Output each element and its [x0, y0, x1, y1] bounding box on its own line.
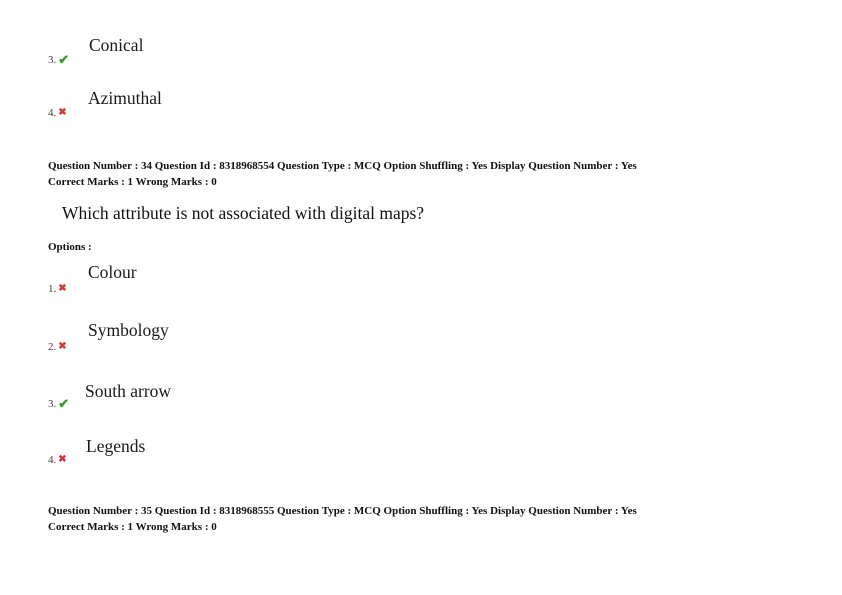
cross-icon: ✖: [58, 454, 67, 465]
option-number-row: [48, 397, 69, 410]
option-number: 3.: [48, 53, 57, 66]
option-text: Azimuthal: [88, 88, 162, 108]
option-text: Colour: [88, 262, 137, 282]
option-text: Conical: [89, 35, 144, 55]
option-text: Symbology: [88, 320, 169, 340]
cross-icon: ✖: [58, 107, 67, 118]
option-number-row: [48, 107, 67, 119]
option-number: 1.: [48, 283, 57, 295]
option-number: 4.: [48, 454, 57, 466]
option-text: South arrow: [85, 381, 172, 401]
cross-icon: ✖: [58, 283, 67, 294]
question-meta-line2: Correct Marks : 1 Wrong Marks : 0: [48, 521, 217, 533]
cross-icon: ✖: [58, 341, 67, 352]
question-meta-line1: Question Number : 35 Question Id : 8318968555 Question Type : MCQ Option Shuffling : Yes Display Question Number : Yes: [48, 505, 637, 517]
check-icon: ✔: [58, 396, 70, 411]
question-text: Which attribute is not associated with digital maps?: [62, 203, 425, 223]
option-number: 3.: [48, 397, 57, 410]
question-meta-line1: Question Number : 34 Question Id : 8318968554 Question Type : MCQ Option Shuffling : Yes Display Question Number : Yes: [48, 160, 637, 172]
option-text: Legends: [86, 436, 146, 456]
option-number: 4.: [48, 107, 57, 119]
question-meta-line2: Correct Marks : 1 Wrong Marks : 0: [48, 176, 217, 188]
check-icon: ✔: [58, 52, 70, 67]
option-number-row: [48, 341, 67, 353]
option-number-row: [48, 454, 67, 466]
option-number-row: [48, 53, 69, 66]
option-number: 2.: [48, 341, 57, 353]
option-number-row: [48, 283, 67, 295]
options-label: Options :: [48, 241, 92, 253]
